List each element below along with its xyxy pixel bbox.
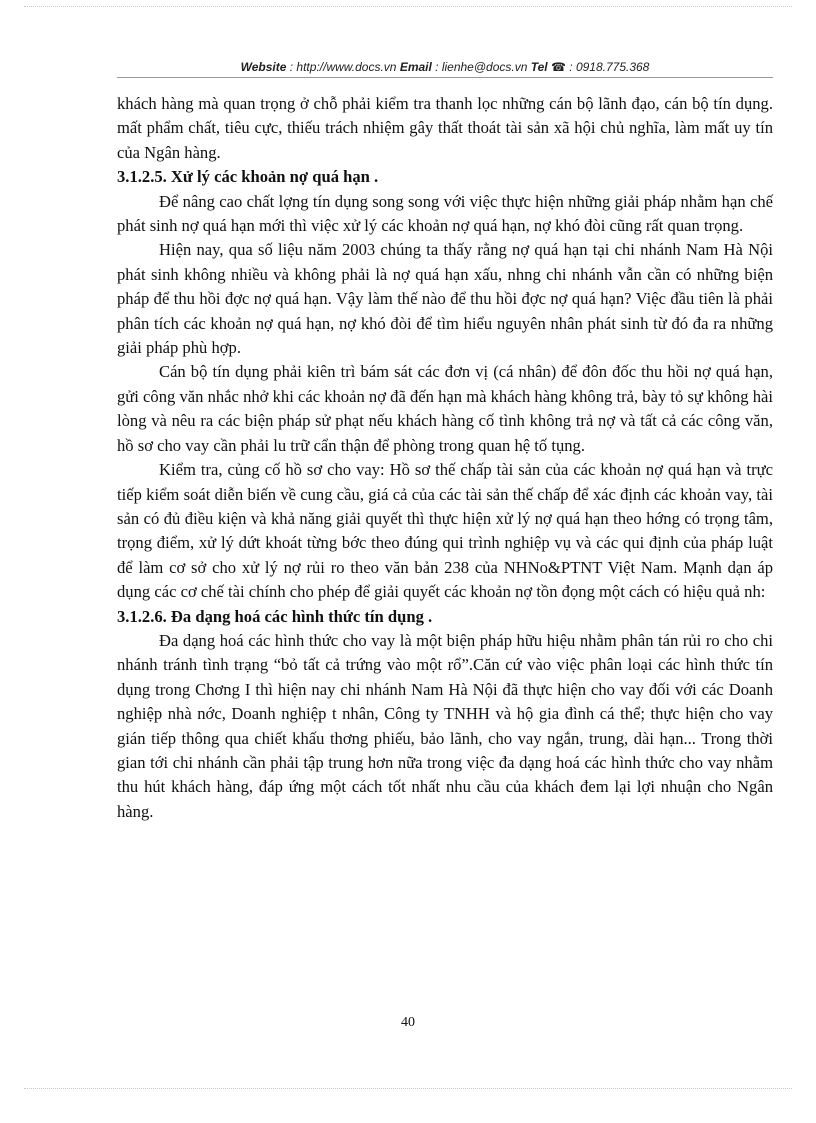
document-body — [117, 92, 773, 824]
paragraph-continuation: khách hàng mà quan trọng ở chỗ phải kiểm tra thanh lọc những cán bộ lãnh đạo, cán bộ tín dụng. mất phẩm chất, tiêu cực, thiếu trách nhiệm gây thất thoát tài sản xã hội chủ nghĩa, làm mất uy tín của Ngân hàng. — [117, 94, 773, 162]
header-rule — [117, 77, 773, 78]
tel-label: Tel — [530, 60, 548, 74]
email-label: Email — [399, 60, 432, 74]
website-label: Website — [240, 60, 287, 74]
paragraph: Để nâng cao chất lợng tín dụng song song với việc thực hiện những giải pháp nhằm hạn chế phát sinh nợ quá hạn mới thì việc xử lý các khoản nợ quá hạn, nợ khó đòi cũng rất quan trọng. — [117, 191, 773, 236]
email-value: : lienhe@docs.vn — [431, 60, 531, 74]
page-number: 40 — [401, 1015, 415, 1030]
paragraph: Cán bộ tín dụng phải kiên trì bám sát các đơn vị (cá nhân) để đôn đốc thu hồi nợ quá hạn, gửi công văn nhắc nhở khi các khoản nợ đã đến hạn mà khách hàng không trả, bày tỏ sự không hài lòng và nêu ra các biện pháp sử phạt nếu khách hàng cố tình không trả nợ và tất cả các công văn, hồ sơ cho vay cần phải lu trữ cẩn thận để phòng trong quan hệ tố tụng. — [117, 362, 773, 455]
page-header — [117, 60, 773, 74]
paragraph: Đa dạng hoá các hình thức cho vay là một biện pháp hữu hiệu nhằm phân tán rủi ro cho chi nhánh tránh tình trạng “bỏ tất cả trứng vào một rổ”.Căn cứ vào việc phân loại các hình thức tín dụng trong Chơng I thì hiện nay chi nhánh Nam Hà Nội đã thực hiện cho vay đối với các Doanh nghiệp nhà nớc, Doanh nghiệp t nhân, Công ty TNHH và hộ gia đình cá thể; thực hiện cho vay gián tiếp thông qua chiết khấu thơng phiếu, bảo lãnh, cho vay ngắn, trung, dài hạn... Trong thời gian tới chi nhánh cần phải tập trung hơn nữa trong việc đa dạng hoá các hình thức cho vay nhằm thu hút khách hàng, đáp ứng một cách tốt nhất nhu cầu của khách đem lại lợi nhuận cho Ngân hàng. — [117, 630, 773, 821]
paragraph: Hiện nay, qua số liệu năm 2003 chúng ta thấy rằng nợ quá hạn tại chi nhánh Nam Hà Nội phát sinh không nhiều và không phải là nợ quá hạn xấu, nhng chi nhánh vẫn cần có những biện pháp để thu hồi đợc nợ quá hạn. Vậy làm thế nào để thu hồi đợc nợ quá hạn? Việc đầu tiên là phải phân tích các khoản nợ quá hạn, nợ khó đòi để tìm hiểu nguyên nhân phát sinh từ đó đa ra những giải pháp phù hợp. — [117, 240, 773, 358]
page-border-top — [24, 6, 792, 7]
paragraph: Kiểm tra, củng cố hồ sơ cho vay: Hồ sơ thế chấp tài sản của các khoản nợ quá hạn và trực tiếp kiểm soát diễn biến về cung cầu, giá cả của các tài sản thế chấp để xác định các khoản vay, tài sản có đủ điều kiện và khả năng giải quyết thì thực hiện xử lý nợ quá hạn theo hớng có trọng tâm, trọng điểm, xử lý dứt khoát từng bớc theo đúng qui trình nghiệp vụ và các qui định của pháp luật để làm cơ sở cho xử lý nợ rủi ro theo văn bản 238 của NHNo&PTNT Việt Nam. Mạnh dạn áp dụng các cơ chế tài chính cho phép để giải quyết các khoản nợ tồn đọng một cách có hiệu quả nh: — [117, 460, 773, 602]
tel-value: : 0918.775.368 — [565, 60, 650, 74]
section-heading-3-1-2-6: 3.1.2.6. Đa dạng hoá các hình thức tín dụng . — [117, 606, 433, 626]
page-border-bottom — [24, 1088, 792, 1089]
section-heading-3-1-2-5: 3.1.2.5. Xử lý các khoản nợ quá hạn . — [117, 167, 379, 187]
website-value: : http://www.docs.vn — [286, 60, 400, 74]
phone-icon: ☎ — [550, 60, 566, 74]
